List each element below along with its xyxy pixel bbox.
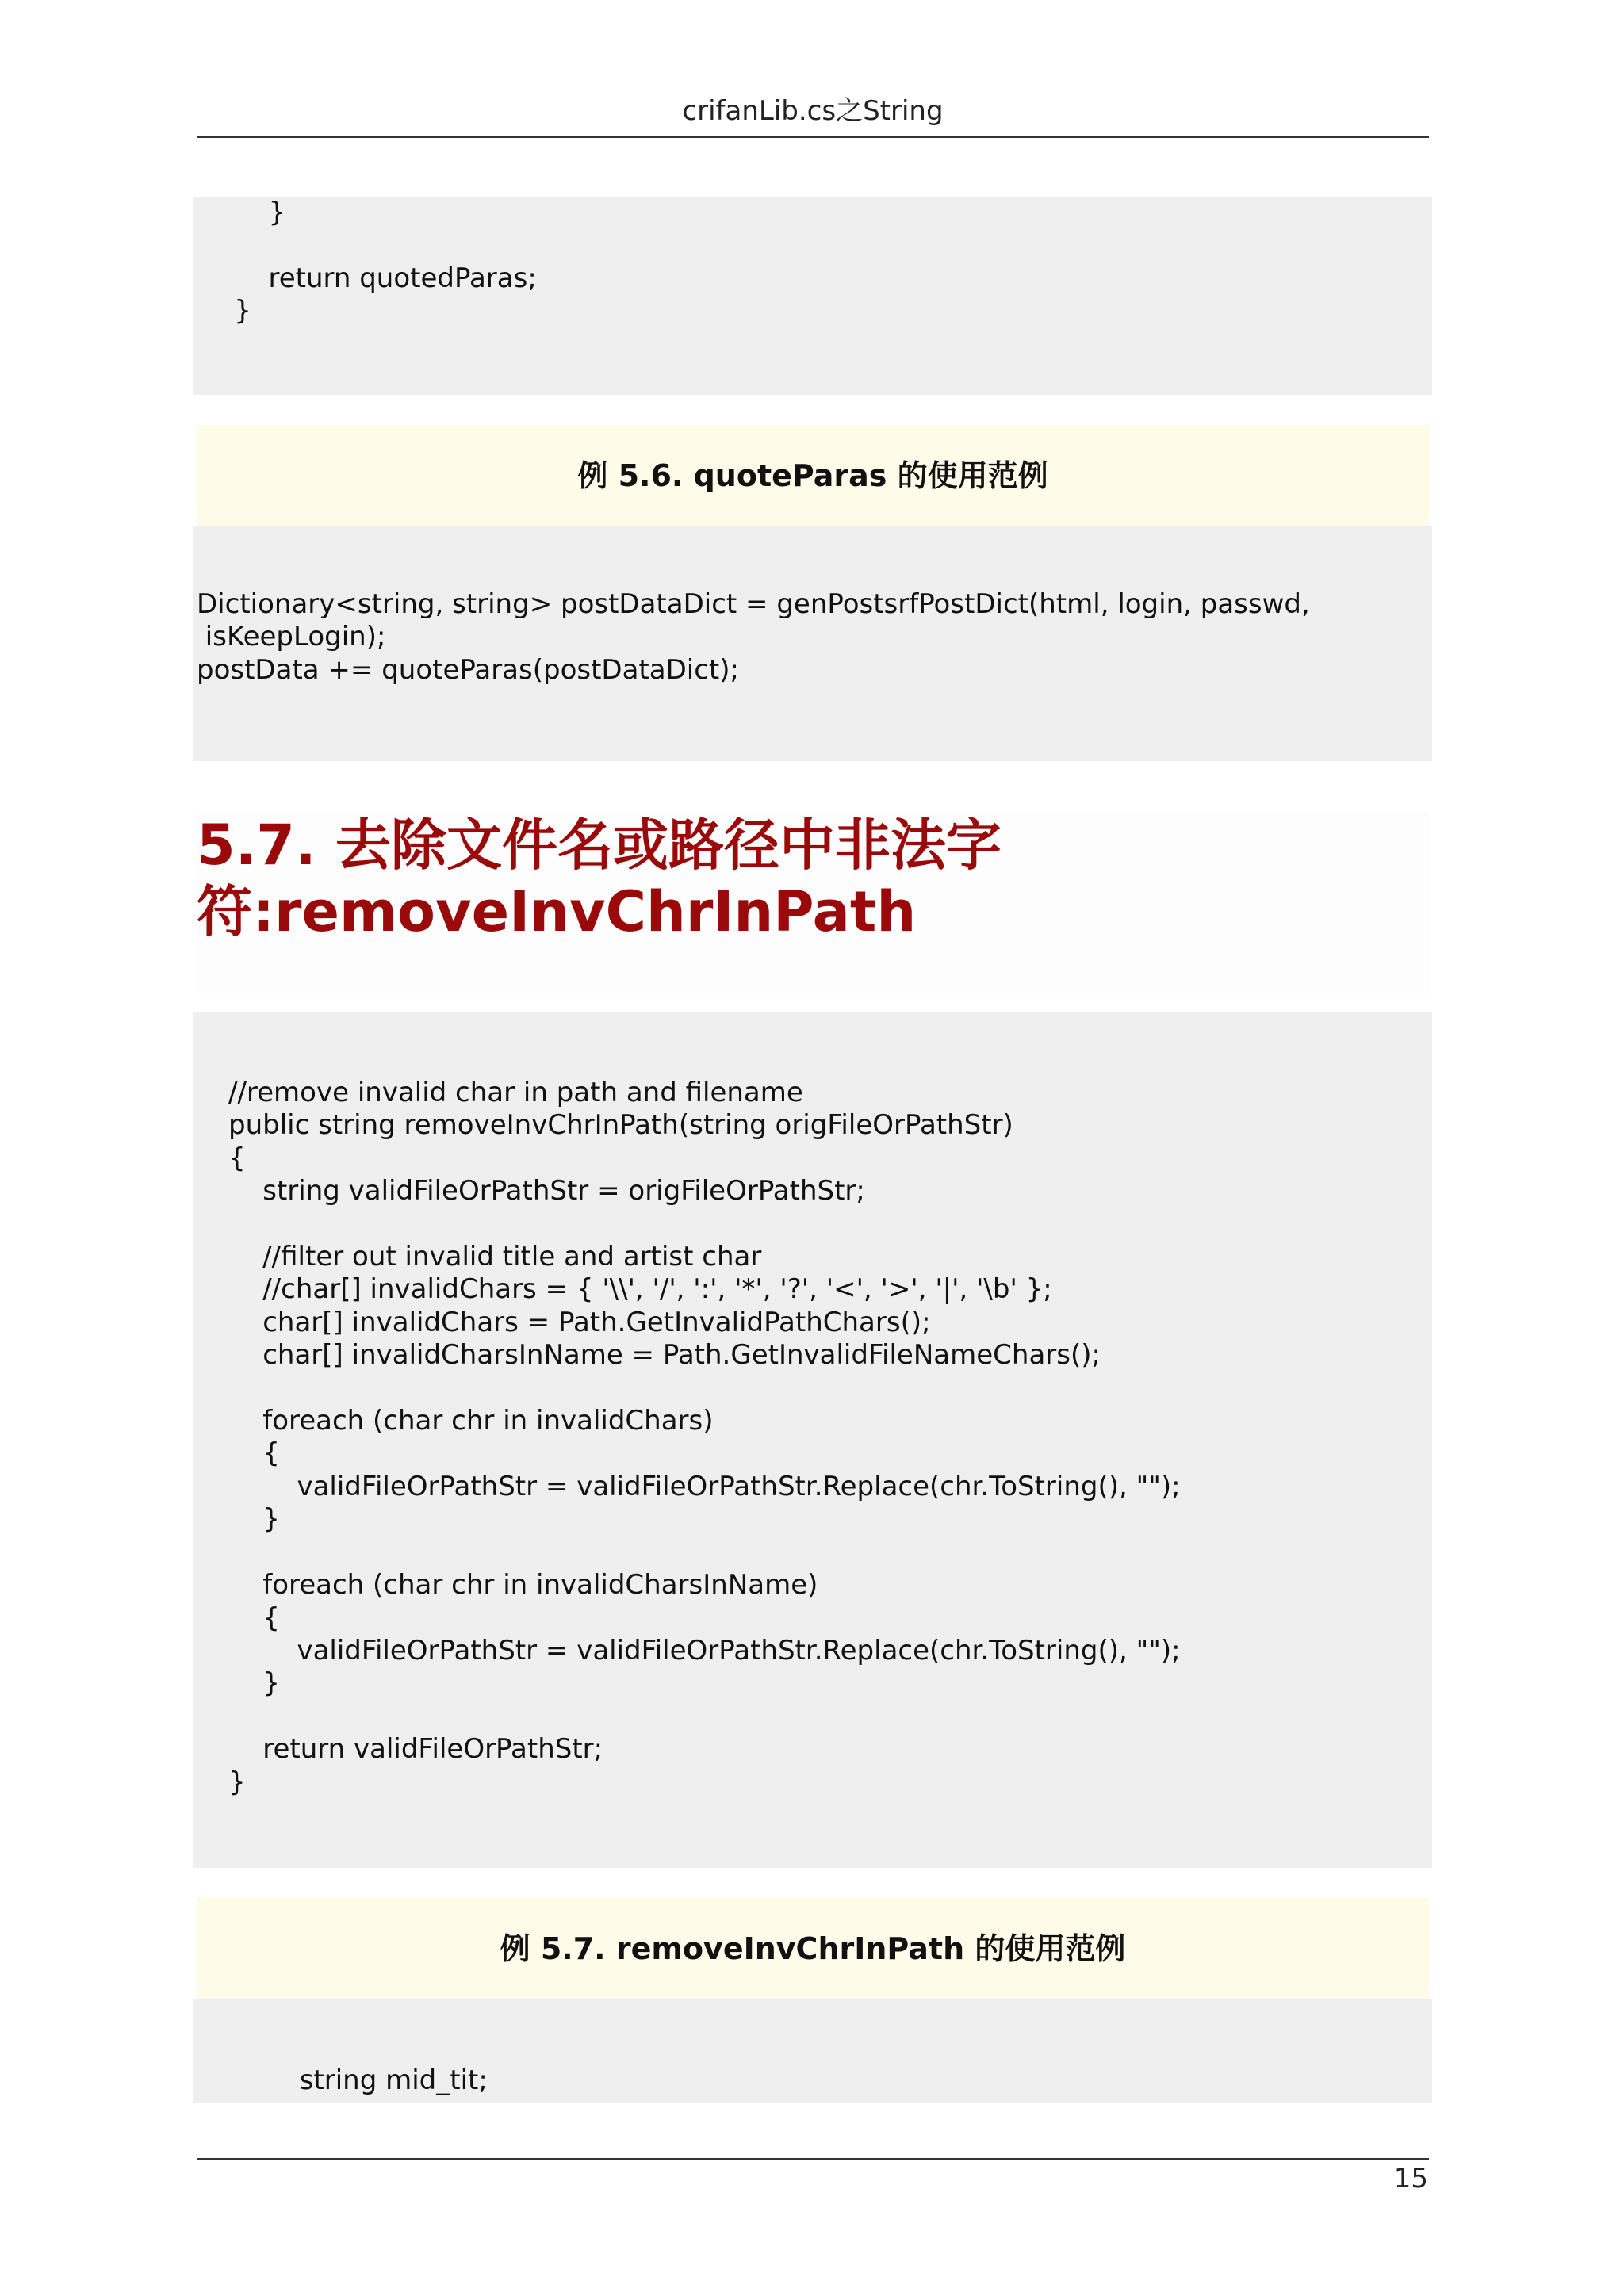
code-block-top: [193, 197, 1432, 395]
footer-rule: [197, 2158, 1429, 2160]
section-heading-line-1: 5.7. 去除文件名或路径中非法字: [197, 813, 1002, 878]
example-5-7-title: 例 5.7. removeInvChrInPath 的使用范例: [197, 1898, 1429, 1999]
example-5-6-code: Dictionary<string, string> postDataDict = genPostsrfPostDict(html, login, passwd, isKeepLogin); postData += quoteParas(postDataDict);: [197, 588, 1310, 686]
code-top-text: } return quotedParas; }: [234, 197, 537, 327]
example-5-6-title: 例 5.6. quoteParas 的使用范例: [197, 425, 1429, 526]
page-number: 15: [1393, 2163, 1428, 2195]
example-5-7-code: string mid_tit;: [197, 2064, 488, 2096]
remove-inv-chr-code: //remove invalid char in path and filename public string removeInvChrInPath(string origFileOrPathStr) { string validFileOrPathStr = origFileOrPathStr; //filter out invalid title and artist char //char[] invalidChars = { '\\', '/', ':', '*', '?', '<', '>', '|', '\b' }; char[] invalidChars = Path.GetInvalidPathChars(); char[] invalidCharsInName = Path.GetInvalidFileNameChars(); foreach (char chr in invalidChars) { validFileOrPathStr = validFileOrPathStr.Replace(chr.ToString(), ""); } foreach (char chr in invalidCharsInName) { validFileOrPathStr = validFileOrPathStr.Replace(chr.ToString(), ""); } return validFileOrPathStr; }: [228, 1077, 1181, 1798]
code-block-example-5-7: [193, 1999, 1432, 2103]
page-header-title: crifanLib.cs之String: [682, 95, 944, 127]
code-block-remove-inv-chr: [193, 1012, 1432, 1868]
section-heading-line-2: 符:removeInvChrInPath: [197, 879, 917, 944]
code-block-example-5-6: [193, 526, 1432, 761]
section-heading-5-7: [197, 812, 1429, 994]
header-rule: [197, 136, 1429, 138]
